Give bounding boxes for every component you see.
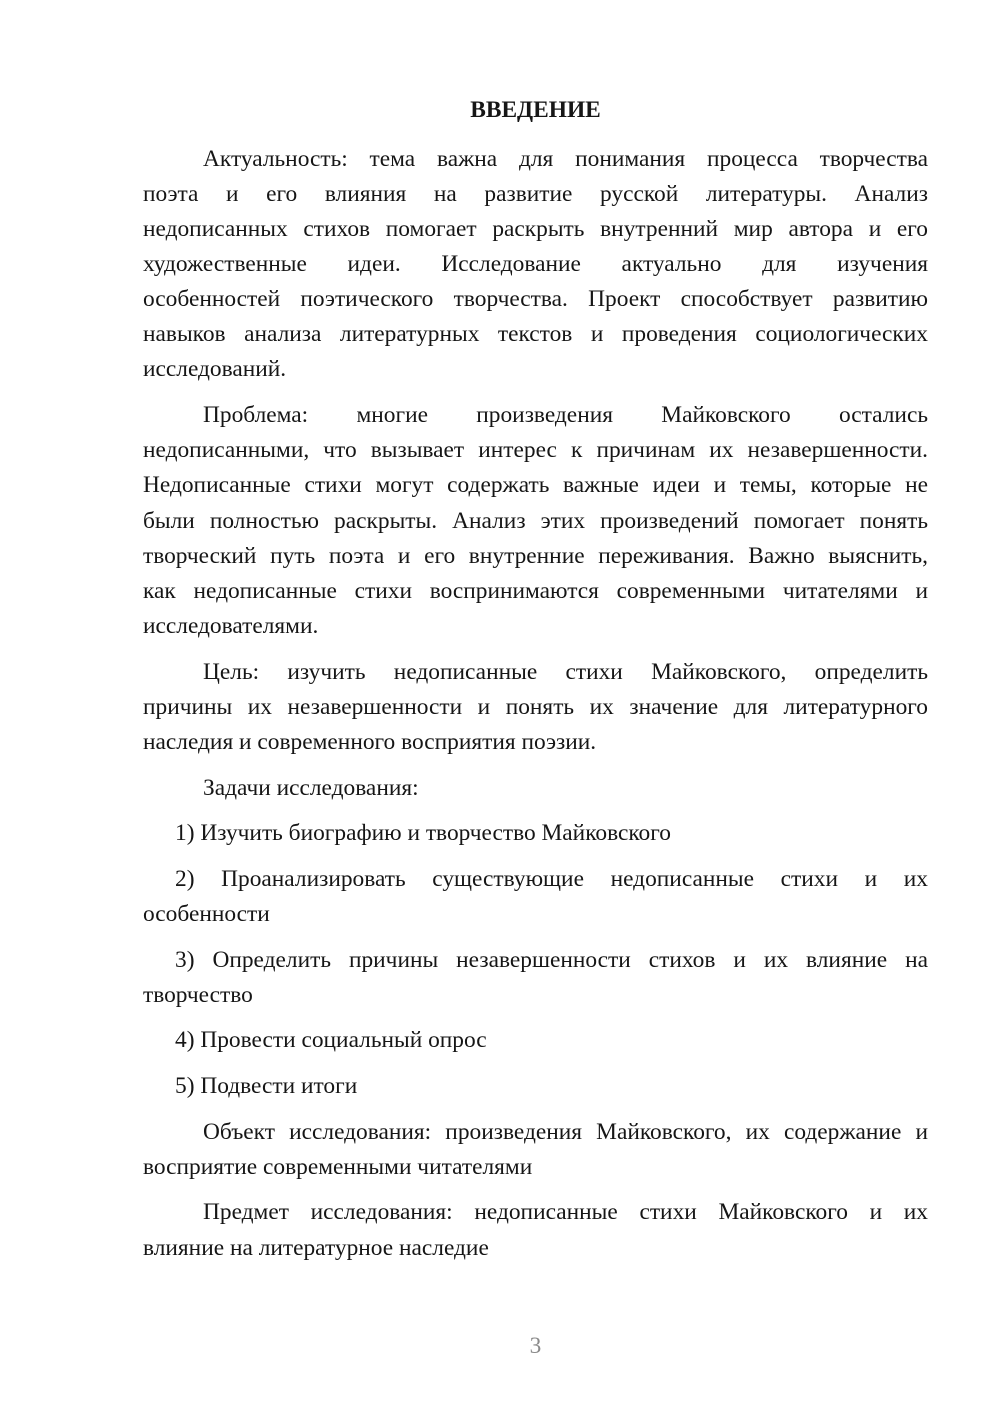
text-line: 4) Провести социальный опрос [175,1027,487,1054]
text-line: поэта и его влияния на развитие русской литературы. Анализ [143,180,928,207]
text-line: Проблема: многие произведения Майковского остались [203,402,928,429]
section-title: ВВЕДЕНИЕ [470,96,601,123]
text-line: Недописанные стихи могут содержать важные идеи и темы, которые не [143,472,928,499]
text-line: особенностей поэтического творчества. Проект способствует развитию [143,286,928,313]
paragraph-object [143,1115,928,1185]
text-line: исследователями. [143,612,319,639]
page-content [143,93,928,1277]
text-line: влияние на литературное наследие [143,1234,489,1261]
text-line: недописанных стихов помогает раскрыть внутренний мир автора и его [143,215,928,242]
text-line: Цель: изучить недописанные стихи Майковского, определить [203,658,928,685]
tasks-heading [143,771,928,806]
paragraph-relevance [143,142,928,388]
paragraph-goal [143,655,928,760]
text-line: как недописанные стихи воспринимаются современными читателями и [143,577,928,604]
text-line: исследований. [143,356,287,383]
text-line: Предмет исследования: недописанные стихи Майковского и их [203,1199,928,1226]
text-line: Задачи исследования: [203,774,419,801]
task-item-5 [143,1069,928,1104]
text-line: 5) Подвести итоги [175,1073,358,1100]
text-line: художественные идеи. Исследование актуально для изучения [143,251,928,278]
text-line: Объект исследования: произведения Майковского, их содержание и [203,1118,928,1145]
text-line: недописанными, что вызывает интерес к причинам их незавершенности. [143,437,928,464]
text-line: причины их незавершенности и понять их значение для литературного [143,693,928,720]
text-line: навыков анализа литературных текстов и проведения социологических [143,321,928,348]
paragraph-subject [143,1195,928,1265]
text-line: 3) Определить причины незавершенности стихов и их влияние на [175,946,928,973]
text-line: особенности [143,900,270,927]
task-item-4 [143,1023,928,1058]
text-line: восприятие современными читателями [143,1153,533,1180]
task-item-2 [143,862,928,932]
text-line: были полностью раскрыты. Анализ этих произведений помогает понять [143,507,928,534]
text-line: наследия и современного восприятия поэзии. [143,728,597,755]
text-line: 2) Проанализировать существующие недописанные стихи и их [175,865,928,892]
text-line: творчество [143,981,253,1008]
task-item-3 [143,943,928,1013]
text-line: творческий путь поэта и его внутренние переживания. Важно выяснить, [143,542,928,569]
task-item-1 [143,816,928,851]
page-number: 3 [529,1332,542,1359]
text-line: 1) Изучить биографию и творчество Майковского [175,820,671,847]
text-line: Актуальность: тема важна для понимания процесса творчества [203,145,928,172]
paragraph-problem [143,398,928,644]
